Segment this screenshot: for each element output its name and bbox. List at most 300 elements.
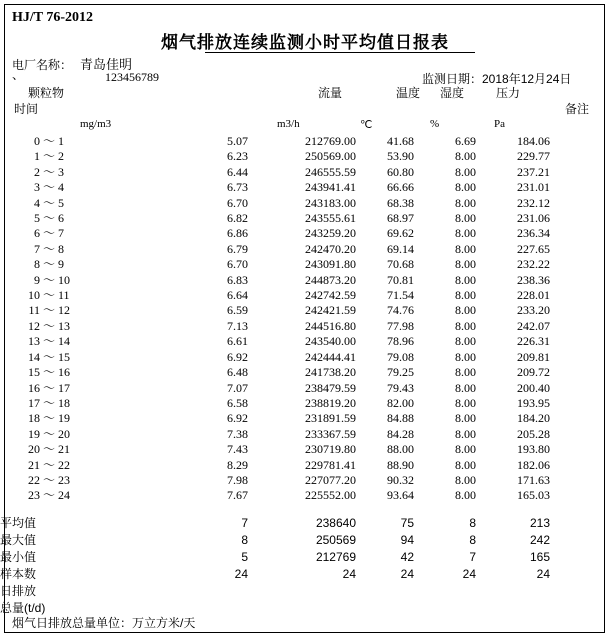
summary-flow: 212769 <box>315 550 356 564</box>
cell-flow: 242421.59 <box>305 303 356 318</box>
cell-remark <box>550 442 610 457</box>
summary-flow: 238640 <box>315 516 356 530</box>
cell-temperature: 84.28 <box>387 426 414 441</box>
cell-humidity: 8.00 <box>455 442 476 457</box>
page-title: 烟气排放连续监测小时平均值日报表 <box>161 33 449 52</box>
table-row <box>0 488 610 503</box>
cell-humidity: 8.00 <box>455 472 476 487</box>
hour-start: 8 <box>34 257 40 272</box>
cell-remark <box>550 134 610 149</box>
summary-remark <box>550 515 610 532</box>
cell-particulate: 6.83 <box>227 272 248 287</box>
summary-row <box>0 532 610 549</box>
column-header-humidity: 湿度 <box>440 86 465 100</box>
cell-remark <box>550 427 610 442</box>
cell-pressure: 242.07 <box>517 318 550 333</box>
hour-end: 15 <box>58 349 70 364</box>
summary-particulate: 7 <box>241 516 248 530</box>
table-row <box>0 303 610 318</box>
cell-remark <box>550 196 610 211</box>
unit-concentration: mg/m3 <box>80 118 112 130</box>
table-row <box>0 180 610 195</box>
summary-pressure: 165 <box>529 550 550 564</box>
cell-flow: 242470.20 <box>305 241 356 256</box>
cell-remark <box>550 458 610 473</box>
summary-label: 日排放 <box>0 584 37 598</box>
summary-flow <box>248 583 356 600</box>
hour-separator: ～ <box>42 442 55 457</box>
hour-separator: ～ <box>42 318 55 333</box>
summary-pressure: 242 <box>529 533 550 547</box>
hour-start: 23 <box>28 488 40 503</box>
cell-flow: 242742.59 <box>305 288 356 303</box>
cell-remark <box>550 165 610 180</box>
cell-remark <box>550 488 610 503</box>
cell-particulate: 6.59 <box>227 303 248 318</box>
column-header-pressure: 压力 <box>496 86 521 100</box>
table-row <box>0 427 610 442</box>
cell-humidity: 8.00 <box>455 457 476 472</box>
hour-end: 4 <box>58 180 64 195</box>
cell-particulate: 6.92 <box>227 411 248 426</box>
hour-end: 14 <box>58 334 70 349</box>
table-row <box>0 288 610 303</box>
cell-pressure: 236.34 <box>517 226 550 241</box>
table-row <box>0 473 610 488</box>
cell-particulate: 7.07 <box>227 380 248 395</box>
cell-temperature: 66.66 <box>387 180 414 195</box>
cell-particulate: 7.38 <box>227 426 248 441</box>
table-row <box>0 211 610 226</box>
cell-pressure: 232.22 <box>517 257 550 272</box>
unit-pressure: Pa <box>494 118 505 130</box>
hour-end: 18 <box>58 395 70 410</box>
cell-temperature: 90.32 <box>387 472 414 487</box>
hour-end: 3 <box>58 164 64 179</box>
cell-temperature: 79.43 <box>387 380 414 395</box>
hour-start: 10 <box>28 288 40 303</box>
plant-code-value: 123456789 <box>105 70 159 84</box>
cell-remark <box>550 319 610 334</box>
hour-start: 3 <box>34 180 40 195</box>
summary-temperature: 24 <box>400 567 414 581</box>
cell-remark <box>550 180 610 195</box>
cell-humidity: 8.00 <box>455 272 476 287</box>
summary-particulate <box>148 583 248 600</box>
cell-temperature: 70.68 <box>387 257 414 272</box>
cell-humidity: 8.00 <box>455 241 476 256</box>
cell-temperature: 74.76 <box>387 303 414 318</box>
cell-pressure: 231.01 <box>517 180 550 195</box>
cell-particulate: 7.67 <box>227 488 248 503</box>
summary-label: 样本数 <box>0 567 37 581</box>
summary-temperature: 75 <box>400 516 414 530</box>
hour-end: 16 <box>58 365 70 380</box>
standard-code: HJ/T 76-2012 <box>12 10 94 25</box>
summary-row <box>0 549 610 566</box>
hour-end: 11 <box>58 288 70 303</box>
cell-flow: 242444.41 <box>305 349 356 364</box>
summary-pressure <box>476 600 550 617</box>
cell-pressure: 193.95 <box>517 395 550 410</box>
cell-humidity: 8.00 <box>455 411 476 426</box>
cell-flow: 243091.80 <box>305 257 356 272</box>
cell-remark <box>550 334 610 349</box>
table-row <box>0 381 610 396</box>
cell-humidity: 8.00 <box>455 365 476 380</box>
monitor-date: 监测日期：2018年12月24日 <box>422 72 572 86</box>
table-row <box>0 165 610 180</box>
hour-separator: ～ <box>42 211 55 226</box>
cell-humidity: 8.00 <box>455 303 476 318</box>
hour-end: 23 <box>58 472 70 487</box>
summary-label: 最小值 <box>0 550 37 564</box>
column-header-temperature: 温度 <box>396 86 421 100</box>
summary-particulate: 24 <box>234 567 248 581</box>
hour-end: 2 <box>58 149 64 164</box>
hour-separator: ～ <box>42 411 55 426</box>
cell-particulate: 6.82 <box>227 211 248 226</box>
cell-remark <box>550 303 610 318</box>
summary-humidity: 7 <box>469 550 476 564</box>
cell-pressure: 165.03 <box>517 488 550 503</box>
cell-flow: 243555.61 <box>305 211 356 226</box>
cell-flow: 243540.00 <box>305 334 356 349</box>
hour-start: 2 <box>34 164 40 179</box>
cell-temperature: 71.54 <box>387 288 414 303</box>
cell-temperature: 93.64 <box>387 488 414 503</box>
hour-separator: ～ <box>42 334 55 349</box>
hour-separator: ～ <box>42 257 55 272</box>
cell-temperature: 82.00 <box>387 395 414 410</box>
cell-remark <box>550 211 610 226</box>
summary-flow: 250569 <box>315 533 356 547</box>
hour-start: 6 <box>34 226 40 241</box>
summary-remark <box>550 532 610 549</box>
cell-particulate: 6.70 <box>227 257 248 272</box>
cell-flow: 233367.59 <box>305 426 356 441</box>
cell-flow: 241738.20 <box>305 365 356 380</box>
hour-start: 5 <box>34 211 40 226</box>
hour-end: 22 <box>58 457 70 472</box>
table-row <box>0 319 610 334</box>
hour-separator: ～ <box>42 288 55 303</box>
hour-start: 21 <box>28 457 40 472</box>
cell-pressure: 193.80 <box>517 442 550 457</box>
summary-flow <box>248 600 356 617</box>
hour-separator: ～ <box>42 472 55 487</box>
summary-label: 平均值 <box>0 516 37 530</box>
tick-mark: 、 <box>12 68 25 82</box>
cell-particulate: 6.92 <box>227 349 248 364</box>
cell-humidity: 8.00 <box>455 149 476 164</box>
hour-separator: ～ <box>42 426 55 441</box>
summary-remark <box>550 600 610 617</box>
cell-pressure: 232.12 <box>517 195 550 210</box>
table-row <box>0 273 610 288</box>
summary-remark <box>550 549 610 566</box>
cell-remark <box>550 365 610 380</box>
table-row <box>0 242 610 257</box>
hourly-data-table <box>0 134 610 504</box>
hour-end: 13 <box>58 318 70 333</box>
cell-particulate: 6.48 <box>227 365 248 380</box>
cell-humidity: 8.00 <box>455 195 476 210</box>
hour-end: 10 <box>58 272 70 287</box>
cell-flow: 243259.20 <box>305 226 356 241</box>
table-row <box>0 226 610 241</box>
summary-label: 最大值 <box>0 533 37 547</box>
table-row <box>0 149 610 164</box>
table-row <box>0 396 610 411</box>
column-header-time: 时间 <box>14 102 39 116</box>
summary-humidity <box>414 600 476 617</box>
hour-separator: ～ <box>42 180 55 195</box>
hour-end: 7 <box>58 226 64 241</box>
cell-temperature: 60.80 <box>387 164 414 179</box>
summary-humidity: 8 <box>469 516 476 530</box>
hour-end: 5 <box>58 195 64 210</box>
hour-separator: ～ <box>42 134 55 148</box>
cell-flow: 244873.20 <box>305 272 356 287</box>
hour-start: 22 <box>28 472 40 487</box>
cell-remark <box>550 273 610 288</box>
hour-start: 14 <box>28 349 40 364</box>
cell-pressure: 200.40 <box>517 380 550 395</box>
summary-pressure: 24 <box>536 567 550 581</box>
hour-separator: ～ <box>42 195 55 210</box>
cell-humidity: 8.00 <box>455 257 476 272</box>
hour-separator: ～ <box>42 365 55 380</box>
cell-humidity: 8.00 <box>455 288 476 303</box>
cell-temperature: 88.00 <box>387 442 414 457</box>
cell-humidity: 8.00 <box>455 226 476 241</box>
summary-humidity: 8 <box>469 533 476 547</box>
cell-pressure: 233.20 <box>517 303 550 318</box>
cell-pressure: 209.81 <box>517 349 550 364</box>
cell-flow: 244516.80 <box>305 318 356 333</box>
cell-humidity: 8.00 <box>455 380 476 395</box>
cell-flow: 231891.59 <box>305 411 356 426</box>
cell-flow: 250569.00 <box>305 149 356 164</box>
summary-temperature: 94 <box>400 533 414 547</box>
cell-particulate: 6.61 <box>227 334 248 349</box>
summary-pressure: 213 <box>529 516 550 530</box>
cell-temperature: 69.62 <box>387 226 414 241</box>
title-underline <box>205 52 475 53</box>
cell-remark <box>550 473 610 488</box>
cell-humidity: 8.00 <box>455 180 476 195</box>
cell-remark <box>550 257 610 272</box>
summary-label: 总量(t/d) <box>0 601 46 615</box>
hour-separator: ～ <box>42 395 55 410</box>
summary-temperature: 42 <box>400 550 414 564</box>
hour-start: 0 <box>34 134 40 148</box>
cell-humidity: 8.00 <box>455 211 476 226</box>
cell-particulate: 8.29 <box>227 457 248 472</box>
hour-start: 19 <box>28 426 40 441</box>
cell-particulate: 7.13 <box>227 318 248 333</box>
summary-pressure <box>476 583 550 600</box>
cell-particulate: 5.07 <box>227 134 248 148</box>
unit-temperature: ℃ <box>360 119 373 131</box>
hour-end: 12 <box>58 303 70 318</box>
hour-start: 11 <box>28 303 40 318</box>
cell-pressure: 184.06 <box>517 134 550 148</box>
table-row <box>0 334 610 349</box>
cell-remark <box>550 411 610 426</box>
cell-particulate: 6.64 <box>227 288 248 303</box>
cell-remark <box>550 226 610 241</box>
cell-humidity: 8.00 <box>455 318 476 333</box>
hour-end: 20 <box>58 426 70 441</box>
hour-separator: ～ <box>42 272 55 287</box>
cell-flow: 238819.20 <box>305 395 356 410</box>
hour-end: 9 <box>58 257 64 272</box>
cell-temperature: 68.38 <box>387 195 414 210</box>
hour-end: 8 <box>58 241 64 256</box>
hour-separator: ～ <box>42 380 55 395</box>
cell-particulate: 6.44 <box>227 164 248 179</box>
cell-temperature: 78.96 <box>387 334 414 349</box>
cell-humidity: 8.00 <box>455 334 476 349</box>
hour-separator: ～ <box>42 164 55 179</box>
cell-particulate: 6.79 <box>227 241 248 256</box>
cell-particulate: 7.98 <box>227 472 248 487</box>
cell-humidity: 8.00 <box>455 395 476 410</box>
unit-flow: m3/h <box>277 118 300 130</box>
hour-separator: ～ <box>42 303 55 318</box>
summary-row <box>0 583 610 600</box>
cell-flow: 230719.80 <box>305 442 356 457</box>
column-header-particulate: 颗粒物 <box>28 86 65 100</box>
cell-flow: 243183.00 <box>305 195 356 210</box>
column-header-remark: 备注 <box>565 102 590 116</box>
cell-particulate: 6.58 <box>227 395 248 410</box>
hour-start: 16 <box>28 380 40 395</box>
table-row <box>0 411 610 426</box>
cell-temperature: 70.81 <box>387 272 414 287</box>
cell-temperature: 53.90 <box>387 149 414 164</box>
cell-pressure: 184.20 <box>517 411 550 426</box>
summary-row <box>0 566 610 583</box>
table-row <box>0 196 610 211</box>
unit-humidity: % <box>430 118 440 130</box>
hour-start: 13 <box>28 334 40 349</box>
hour-separator: ～ <box>42 226 55 241</box>
cell-humidity: 8.00 <box>455 349 476 364</box>
cell-humidity: 6.69 <box>455 134 476 148</box>
hour-start: 20 <box>28 442 40 457</box>
hour-separator: ～ <box>42 349 55 364</box>
column-header-flow: 流量 <box>318 86 343 100</box>
cell-remark <box>550 381 610 396</box>
summary-humidity: 24 <box>462 567 476 581</box>
cell-temperature: 79.08 <box>387 349 414 364</box>
cell-pressure: 229.77 <box>517 149 550 164</box>
table-row <box>0 257 610 272</box>
summary-row <box>0 515 610 532</box>
summary-humidity <box>414 583 476 600</box>
cell-pressure: 209.72 <box>517 365 550 380</box>
hour-start: 1 <box>34 149 40 164</box>
cell-flow: 238479.59 <box>305 380 356 395</box>
hour-start: 18 <box>28 411 40 426</box>
hour-start: 12 <box>28 318 40 333</box>
summary-remark <box>550 566 610 583</box>
cell-flow: 225552.00 <box>305 488 356 503</box>
cell-flow: 229781.41 <box>305 457 356 472</box>
cell-flow: 246555.59 <box>305 164 356 179</box>
cell-humidity: 8.00 <box>455 426 476 441</box>
cell-pressure: 182.06 <box>517 457 550 472</box>
summary-temperature <box>356 583 414 600</box>
hour-separator: ～ <box>42 149 55 164</box>
cell-humidity: 8.00 <box>455 488 476 503</box>
cell-temperature: 79.25 <box>387 365 414 380</box>
plant-name-value: 青岛佳明 <box>80 57 133 72</box>
cell-temperature: 68.97 <box>387 211 414 226</box>
footnote: 烟气日排放总量单位：万立方米/天 <box>12 616 196 630</box>
cell-particulate: 7.43 <box>227 442 248 457</box>
hour-end: 21 <box>58 442 70 457</box>
table-row <box>0 365 610 380</box>
cell-pressure: 231.06 <box>517 211 550 226</box>
summary-table <box>0 515 610 617</box>
cell-humidity: 8.00 <box>455 164 476 179</box>
summary-temperature <box>356 600 414 617</box>
plant-name-label: 电厂名称： <box>12 58 73 72</box>
cell-flow: 243941.41 <box>305 180 356 195</box>
cell-temperature: 84.88 <box>387 411 414 426</box>
table-row <box>0 134 610 149</box>
table-row <box>0 458 610 473</box>
hour-separator: ～ <box>42 241 55 256</box>
hour-end: 6 <box>58 211 64 226</box>
cell-pressure: 237.21 <box>517 164 550 179</box>
cell-temperature: 41.68 <box>387 134 414 148</box>
summary-particulate: 8 <box>241 533 248 547</box>
cell-temperature: 69.14 <box>387 241 414 256</box>
hour-end: 24 <box>58 488 70 503</box>
hour-start: 4 <box>34 195 40 210</box>
cell-particulate: 6.73 <box>227 180 248 195</box>
cell-particulate: 6.86 <box>227 226 248 241</box>
cell-remark <box>550 350 610 365</box>
cell-pressure: 171.63 <box>517 472 550 487</box>
cell-remark <box>550 149 610 164</box>
hour-end: 17 <box>58 380 70 395</box>
hour-end: 19 <box>58 411 70 426</box>
hour-end: 1 <box>58 134 64 148</box>
cell-temperature: 77.98 <box>387 318 414 333</box>
table-row <box>0 442 610 457</box>
table-row <box>0 350 610 365</box>
cell-pressure: 205.28 <box>517 426 550 441</box>
hour-separator: ～ <box>42 488 55 503</box>
hour-start: 17 <box>28 395 40 410</box>
cell-pressure: 227.65 <box>517 241 550 256</box>
cell-temperature: 88.90 <box>387 457 414 472</box>
summary-particulate: 5 <box>241 550 248 564</box>
hour-start: 15 <box>28 365 40 380</box>
cell-remark <box>550 288 610 303</box>
cell-pressure: 238.36 <box>517 272 550 287</box>
cell-flow: 212769.00 <box>305 134 356 148</box>
summary-flow: 24 <box>342 567 356 581</box>
cell-flow: 227077.20 <box>305 472 356 487</box>
hour-start: 9 <box>34 272 40 287</box>
